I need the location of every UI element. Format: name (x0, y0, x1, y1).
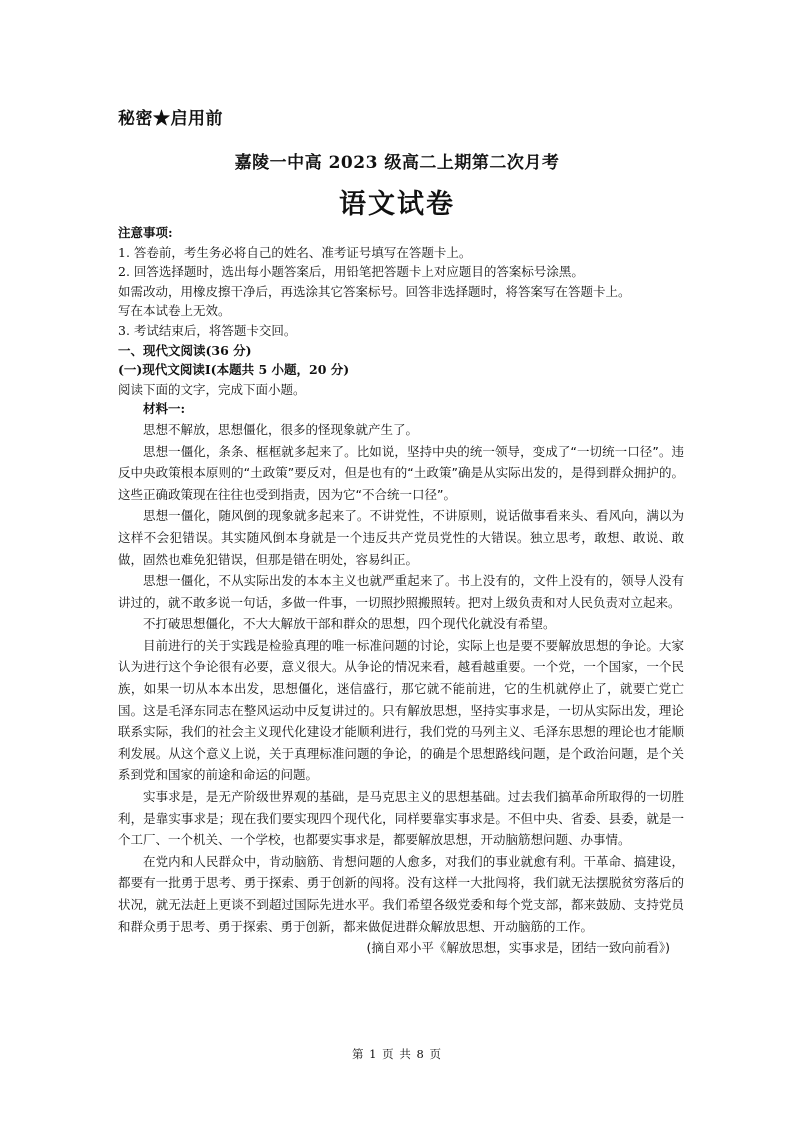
notes-heading: 注意事项: (118, 225, 173, 240)
exam-title: 嘉陵一中高 2023 级高二上期第二次月考 (234, 153, 560, 173)
material-label: 材料一: (143, 401, 186, 417)
section-heading: 一、现代文阅读(36 分) (118, 342, 252, 358)
page-number: 第 1 页 共 8 页 (352, 1047, 442, 1061)
note-item: 如需改动，用橡皮擦干净后，再选涂其它答案标号。回答非选择题时，将答案写在答题卡上。 (118, 283, 631, 299)
source-citation: (摘自邓小平《解放思想，实事求是，团结一致向前看》) (366, 940, 670, 956)
body-paragraph: 思想一僵化，条条、框框就多起来了。比如说，坚持中央的统一领导，变成了“一切统一口径”。违反中央政策根本原则的“土政策”要反对，但是也有的“土政策”确是从实际出发的，是得到群众拥护的。这些正确政策现在往往也受到指责，因为它“不合统一口径”。 (118, 443, 684, 502)
exam-content (118, 223, 684, 959)
body-paragraph: 在党内和人民群众中，肯动脑筋、肯想问题的人愈多，对我们的事业就愈有利。干革命、搞建设，都要有一批勇于思考、勇于探索、勇于创新的闯将。没有这样一大批闯将，我们就无法摆脱贫穷落后的状况，就无法赶上更谈不到超过国际先进水平。我们希望各级党委和每个党支部，都来鼓励、支持党员和群众勇于思考、勇于探索、勇于创新，都来做促进群众解放思想、开动脑筋的工作。 (118, 853, 684, 934)
secret-label: 秘密★启用前 (118, 109, 223, 129)
note-item: 3. 考试结束后，将答题卡交回。 (118, 322, 297, 338)
note-item: 2. 回答选择题时，选出每小题答案后，用铅笔把答题卡上对应题目的答案标号涂黑。 (118, 264, 584, 280)
section-subheading: (一)现代文阅读Ⅰ(本题共 5 小题，20 分) (118, 362, 350, 378)
body-paragraph: 思想一僵化，不从实际出发的本本主义也就严重起来了。书上没有的，文件上没有的，领导人没有讲过的，就不敢多说一句话，多做一件事，一切照抄照搬照转。把对上级负责和对人民负责对立起来。 (118, 573, 684, 610)
reading-instruction: 阅读下面的文字，完成下面小题。 (118, 381, 306, 397)
note-item: 1. 答卷前，考生务必将自己的姓名、准考证号填写在答题卡上。 (118, 244, 472, 260)
body-paragraph: 实事求是，是无产阶级世界观的基础，是马克思主义的思想基础。过去我们搞革命所取得的一切胜利，是靠实事求是；现在我们要实现四个现代化，同样要靠实事求是。不但中央、省委、县委，就是一个工厂、一个机关、一个学校，也都要实事求是，都要解放思想，开动脑筋想问题、办事情。 (118, 789, 684, 848)
note-item: 写在本试卷上无效。 (118, 303, 231, 319)
body-paragraph: 思想一僵化，随风倒的现象就多起来了。不讲党性，不讲原则，说话做事看来头、看风向，满以为这样不会犯错误。其实随风倒本身就是一个违反共产党员党性的大错误。独立思考，敢想、敢说、敢做，固然也难免犯错误，但那是错在明处，容易纠正。 (118, 508, 684, 567)
body-paragraph: 目前进行的关于实践是检验真理的唯一标准问题的讨论，实际上也是要不要解放思想的争论。大家认为进行这个争论很有必要，意义很大。从争论的情况来看，越看越重要。一个党，一个国家，一个民族，如果一切从本本出发，思想僵化，迷信盛行，那它就不能前进，它的生机就停止了，就要亡党亡国。这是毛泽东同志在整风运动中反复讲过的。只有解放思想，坚持实事求是，一切从实际出发，理论联系实际，我们的社会主义现代化建设才能顺利进行，我们党的马列主义、毛泽东思想的理论也才能顺利发展。从这个意义上说，关于真理标准问题的争论，的确是个思想路线问题，是个政治问题，是个关系到党和国家的前途和命运的问题。 (118, 637, 684, 783)
body-paragraph: 思想不解放，思想僵化，很多的怪现象就产生了。 (143, 421, 419, 437)
body-paragraph: 不打破思想僵化，不大大解放干部和群众的思想，四个现代化就没有希望。 (143, 616, 556, 632)
subject-title: 语文试卷 (339, 189, 455, 220)
